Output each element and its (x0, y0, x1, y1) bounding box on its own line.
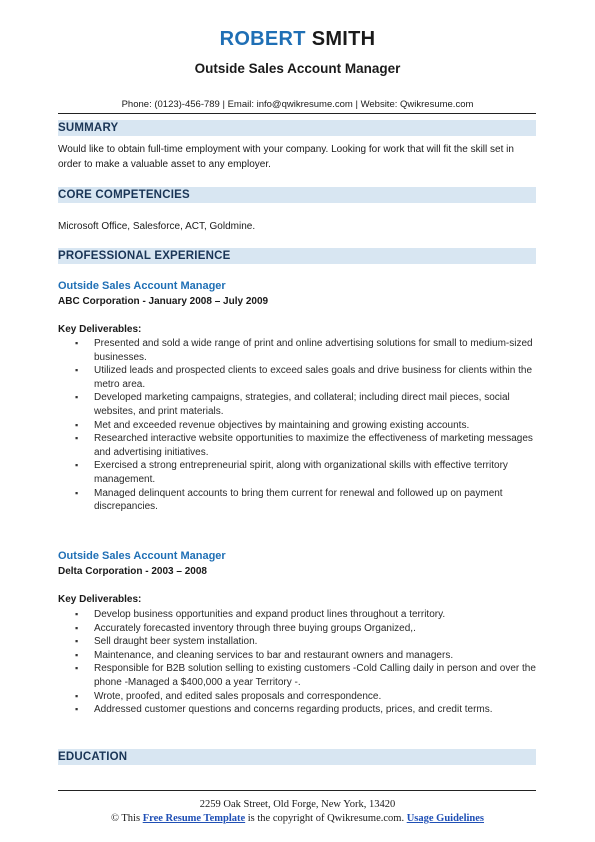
job-title: Outside Sales Account Manager (58, 550, 226, 562)
list-item: ▪ Presented and sold a wide range of print and online advertising solutions for small to medium-sized businesses. (58, 337, 536, 364)
list-item: ▪ Develop business opportunities and expand product lines throughout a territory. (58, 608, 536, 622)
summary-text: Would like to obtain full-time employment with your company. Looking for work that will fit the skill set in order to make a valuable asset to any employer. (58, 144, 514, 170)
section-core-competencies (58, 187, 536, 203)
list-item: ▪ Met and exceeded revenue objectives by maintaining and growing existing accounts. (58, 419, 536, 433)
footer-copyright (0, 813, 595, 824)
copyright-prefix: © This (110, 813, 143, 824)
list-item: ▪ Exercised a strong entrepreneurial spirit, along with organizational skills with effective territory management. (58, 459, 536, 486)
last-name: SMITH (311, 28, 376, 50)
section-education (58, 749, 536, 765)
section-summary-heading: SUMMARY (58, 122, 119, 134)
job-title: Outside Sales Account Manager (58, 280, 226, 292)
job-headline: Outside Sales Account Manager (194, 61, 401, 76)
section-core-heading: CORE COMPETENCIES (58, 189, 190, 201)
section-summary (58, 120, 536, 136)
free-resume-template-link[interactable]: Free Resume Template (142, 813, 246, 824)
section-professional-experience (58, 248, 536, 264)
core-competencies-text: Microsoft Office, Salesforce, ACT, Goldmine. (58, 221, 256, 232)
section-education-heading: EDUCATION (58, 751, 128, 763)
job-bullet-list (58, 337, 536, 514)
list-item: ▪ Developed marketing campaigns, strategies, and collateral; including direct mail pieces, social websites, and print materials. (58, 391, 536, 418)
list-item: ▪ Researched interactive website opportunities to maximize the effectiveness of marketing messages and advertising initiatives. (58, 432, 536, 459)
job-company-dates: ABC Corporation - January 2008 – July 2009 (58, 296, 269, 307)
first-name: ROBERT (219, 28, 306, 50)
job-company-dates: Delta Corporation - 2003 – 2008 (58, 566, 207, 577)
list-item: ▪ Accurately forecasted inventory through three buying groups Organized,. (58, 622, 536, 636)
list-item: ▪ Utilized leads and prospected clients to exceed sales goals and drive business for clients within the metro area. (58, 364, 536, 391)
contact-line: Phone: (0123)-456-789 | Email: info@qwikresume.com | Website: Qwikresume.com (121, 99, 474, 110)
header-divider (58, 113, 536, 114)
job-bullet-list (58, 608, 536, 717)
copyright-middle: is the copyright of Qwikresume.com. (245, 813, 407, 824)
list-item: ▪ Wrote, proofed, and edited sales proposals and correspondence. (58, 690, 536, 704)
list-item: ▪ Maintenance, and cleaning services to bar and restaurant owners and managers. (58, 649, 536, 663)
key-deliverables-label: Key Deliverables: (58, 324, 142, 335)
usage-guidelines-link[interactable]: Usage Guidelines (406, 813, 485, 824)
list-item: ▪ Sell draught beer system installation. (58, 635, 536, 649)
footer-divider (58, 790, 536, 791)
footer-address: 2259 Oak Street, Old Forge, New York, 13420 (199, 799, 396, 810)
key-deliverables-label: Key Deliverables: (58, 594, 142, 605)
list-item: ▪ Responsible for B2B solution selling to existing customers -Cold Calling daily in person and over the phone -Managed a $400,000 a year Territory -. (58, 662, 536, 689)
list-item: ▪ Managed delinquent accounts to bring them current for renewal and followed up on payment discrepancies. (58, 487, 536, 514)
list-item: ▪ Addressed customer questions and concerns regarding products, prices, and credit terms. (58, 703, 536, 717)
candidate-name (0, 28, 595, 51)
section-experience-heading: PROFESSIONAL EXPERIENCE (58, 250, 231, 262)
